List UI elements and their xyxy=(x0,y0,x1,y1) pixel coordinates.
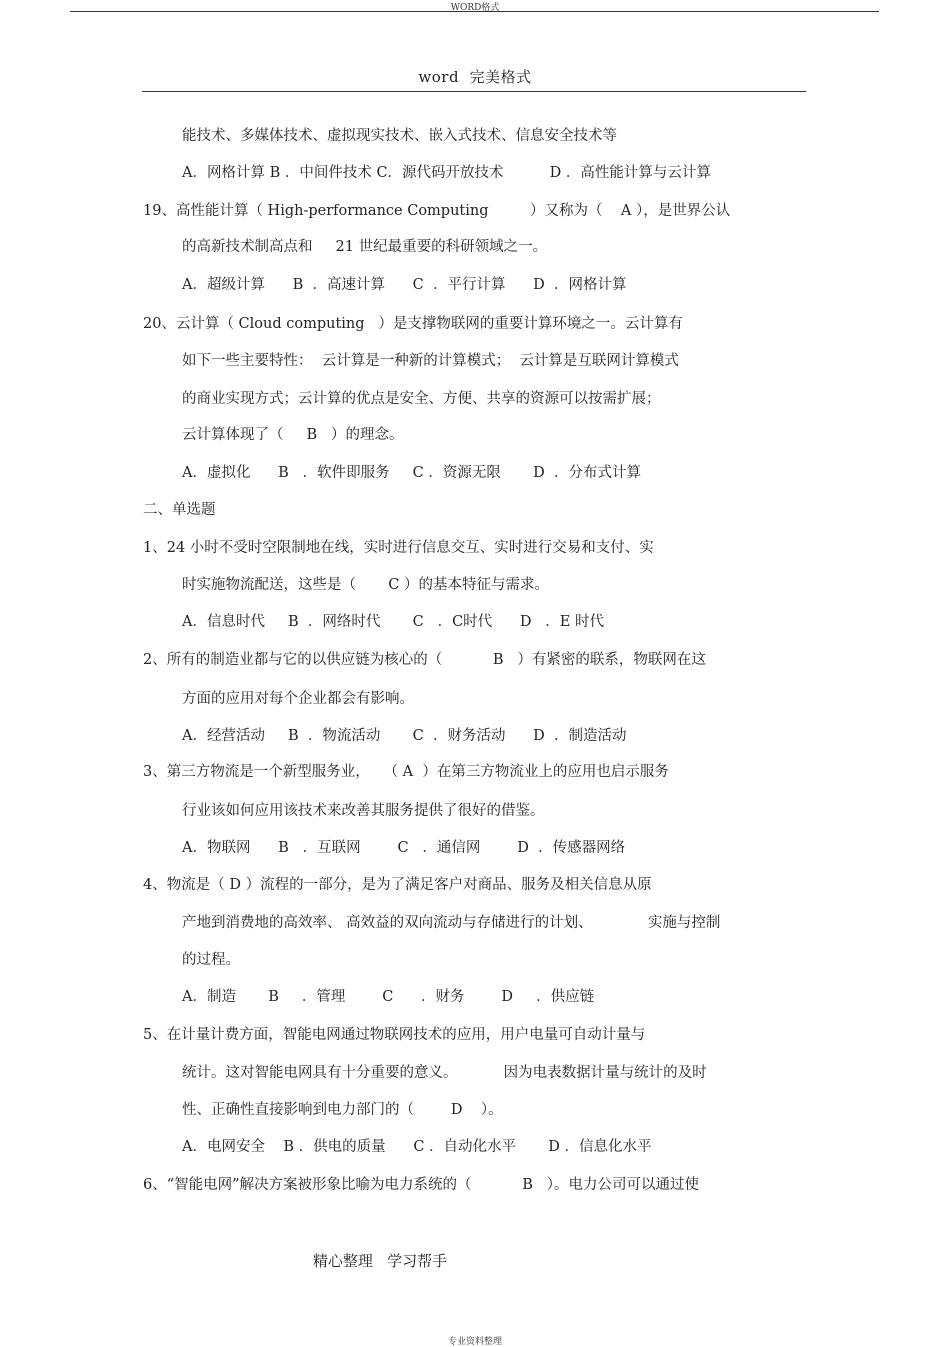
text-line: 的高新技术制高点和 21 世纪最重要的科研领域之一。 xyxy=(182,239,548,255)
text-line: 如下一些主要特性： 云计算是一种新的计算模式； 云计算是互联网计算模式 xyxy=(182,353,679,369)
option-line: A．虚拟化 B ．软件即服务 C ．资源无限 D ．分布式计算 xyxy=(182,465,641,481)
question-line: 19、高性能计算（ High-performance Computing ）又称为（ A ），是世界公认 xyxy=(143,203,731,219)
text-line: 的商业实现方式；云计算的优点是安全、方便、共享的资源可以按需扩展； xyxy=(182,391,661,407)
question-line: 1、24 小时不受时空限制地在线，实时进行信息交互、实时进行交易和支付、实 xyxy=(143,540,654,556)
section-heading: 二、单选题 xyxy=(143,502,216,518)
text-line: 统计。这对智能电网具有十分重要的意义。 因为电表数据计量与统计的及时 xyxy=(182,1065,707,1081)
header-word-format-label: WORD格式 xyxy=(450,3,500,13)
header-top-rule xyxy=(70,11,879,12)
text-line: 性、正确性直接影响到电力部门的（ D ）。 xyxy=(182,1102,503,1118)
option-line: A．电网安全 B ．供电的质量 C ．自动化水平 D ．信息化水平 xyxy=(182,1139,652,1155)
question-line: 2、所有的制造业都与它的以供应链为核心的（ B ）有紧密的联系，物联网在这 xyxy=(143,652,706,668)
question-line: 3、第三方物流是一个新型服务业， （ A ）在第三方物流业上的应用也启示服务 xyxy=(143,764,669,780)
question-line: 6、“智能电网”解决方案被形象比喻为电力系统的（ B ）。电力公司可以通过使 xyxy=(143,1177,699,1193)
option-line: A．物联网 B ．互联网 C ．通信网 D ．传感器网络 xyxy=(182,840,626,856)
footer-main-text: 精心整理 学习帮手 xyxy=(312,1252,448,1270)
document-title: word 完美格式 xyxy=(418,68,532,86)
question-line: 4、物流是（ D ）流程的一部分，是为了满足客户对商品、服务及相关信息从原 xyxy=(143,877,652,893)
footer-small-label: 专业资料整理 xyxy=(447,1337,502,1347)
option-line: A．制造 B ．管理 C ．财务 D ．供应链 xyxy=(182,989,595,1005)
text-line: 能技术、多媒体技术、虚拟现实技术、嵌入式技术、信息安全技术等 xyxy=(182,128,617,144)
text-line: 云计算体现了（ B ）的理念。 xyxy=(182,427,404,443)
text-line: 产地到消费地的高效率、 高效益的双向流动与存储进行的计划、 实施与控制 xyxy=(182,915,721,931)
text-line: 时实施物流配送，这些是（ C ）的基本特征与需求。 xyxy=(182,577,549,593)
option-line: A．信息时代 B ．网络时代 C ．C时代 D ．E 时代 xyxy=(182,614,604,630)
question-line: 20、云计算（ Cloud computing ）是支撑物联网的重要计算环境之一。云计算有 xyxy=(143,316,683,332)
text-line: 的过程。 xyxy=(182,952,240,968)
option-line: A．经营活动 B ．物流活动 C ．财务活动 D ．制造活动 xyxy=(182,728,627,744)
title-underline-rule xyxy=(142,91,806,92)
option-line: A．超级计算 B ．高速计算 C ．平行计算 D ．网格计算 xyxy=(182,277,627,293)
question-line: 5、在计量计费方面，智能电网通过物联网技术的应用，用户电量可自动计量与 xyxy=(143,1027,646,1043)
text-line: 方面的应用对每个企业都会有影响。 xyxy=(182,691,414,707)
option-line: A．网格计算 B ．中间件技术 C．源代码开放技术 D ．高性能计算与云计算 xyxy=(182,165,711,181)
text-line: 行业该如何应用该技术来改善其服务提供了很好的借鉴。 xyxy=(182,803,545,819)
